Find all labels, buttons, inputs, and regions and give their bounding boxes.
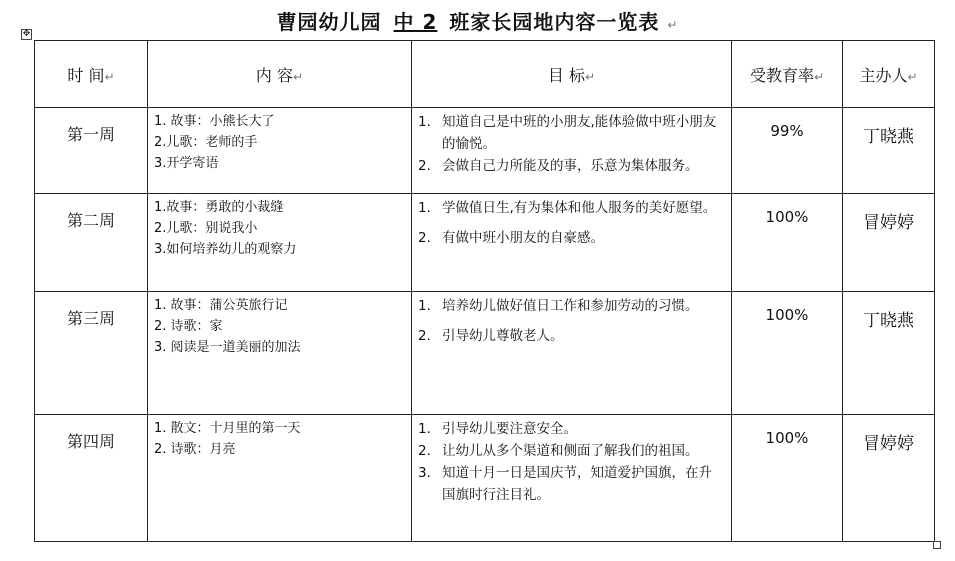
goals-cell: [412, 291, 732, 415]
header-goals: 目 标↵: [412, 41, 732, 108]
goal-item: 2. 让幼儿从多个渠道和侧面了解我们的祖国。: [418, 443, 699, 460]
table-row: [35, 415, 935, 542]
goal-item: 1. 知道自己是中班的小朋友,能体验做中班小朋友的愉悦。: [418, 114, 717, 152]
content-item: 2.儿歌：老师的手: [154, 135, 258, 150]
table-resize-handle-icon[interactable]: [933, 541, 941, 549]
page-title: [0, 6, 955, 35]
content-item: 1. 故事：蒲公英旅行记: [154, 297, 288, 313]
goal-item: 2. 引导幼儿尊敬老人。: [418, 327, 564, 344]
rate-cell: 100%: [732, 194, 843, 291]
week-cell: 第一周: [35, 108, 148, 194]
content-cell: [148, 415, 412, 542]
week-cell: 第三周: [35, 291, 148, 415]
header-host: 主办人↵: [843, 41, 935, 108]
goal-item: 1. 培养幼儿做好值日工作和参加劳动的习惯。: [418, 297, 699, 314]
rate-cell: 99%: [732, 108, 843, 194]
title-school: 曹园幼儿园: [276, 10, 382, 34]
goals-cell: [412, 415, 732, 542]
header-content: 内 容↵: [148, 41, 412, 108]
goals-cell: [412, 194, 732, 291]
table-row: [35, 108, 935, 194]
goal-item: 2. 有做中班小朋友的自豪感。: [418, 230, 604, 247]
paragraph-mark: ↵: [667, 18, 679, 32]
content-item: 3.如何培养幼儿的观察力: [154, 242, 297, 258]
content-item: 3.开学寄语: [154, 156, 219, 171]
title-class: 中 2: [393, 10, 438, 34]
content-cell: [148, 291, 412, 415]
content-item: 1.故事：勇敢的小裁缝: [154, 200, 284, 216]
goal-item: 3. 知道十月一日是国庆节，知道爱护国旗，在升国旗时行注目礼。: [418, 465, 712, 504]
host-cell: 丁晓燕: [843, 291, 935, 415]
rate-cell: 100%: [732, 415, 843, 542]
host-cell: 冒婷婷: [843, 415, 935, 542]
content-item: 2.儿歌：别说我小: [154, 221, 258, 237]
parent-garden-table: [34, 40, 935, 542]
content-item: 2. 诗歌：月亮: [154, 442, 236, 458]
content-item: 1. 故事：小熊长大了: [154, 114, 275, 129]
table-row: [35, 291, 935, 415]
goals-cell: [412, 108, 732, 194]
content-item: 2. 诗歌：家: [154, 318, 223, 334]
title-suffix: 班家长园地内容一览表: [449, 10, 660, 34]
week-cell: 第四周: [35, 415, 148, 542]
header-time: 时 间↵: [35, 41, 148, 108]
table-move-handle-icon[interactable]: ✥: [22, 29, 31, 39]
content-item: 1. 散文：十月里的第一天: [154, 421, 301, 437]
host-cell: 冒婷婷: [843, 194, 935, 291]
week-cell: 第二周: [35, 194, 148, 291]
table-row: [35, 194, 935, 291]
table-header-row: [35, 41, 935, 108]
rate-cell: 100%: [732, 291, 843, 415]
content-cell: [148, 108, 412, 194]
host-cell: 丁晓燕: [843, 108, 935, 194]
goal-item: 1. 学做值日生,有为集体和他人服务的美好愿望。: [418, 200, 717, 217]
header-rate: 受教育率↵: [732, 41, 843, 108]
goal-item: 2. 会做自己力所能及的事，乐意为集体服务。: [418, 158, 699, 174]
content-cell: [148, 194, 412, 291]
content-item: 3. 阅读是一道美丽的加法: [154, 339, 301, 355]
goal-item: 1. 引导幼儿要注意安全。: [418, 421, 577, 438]
